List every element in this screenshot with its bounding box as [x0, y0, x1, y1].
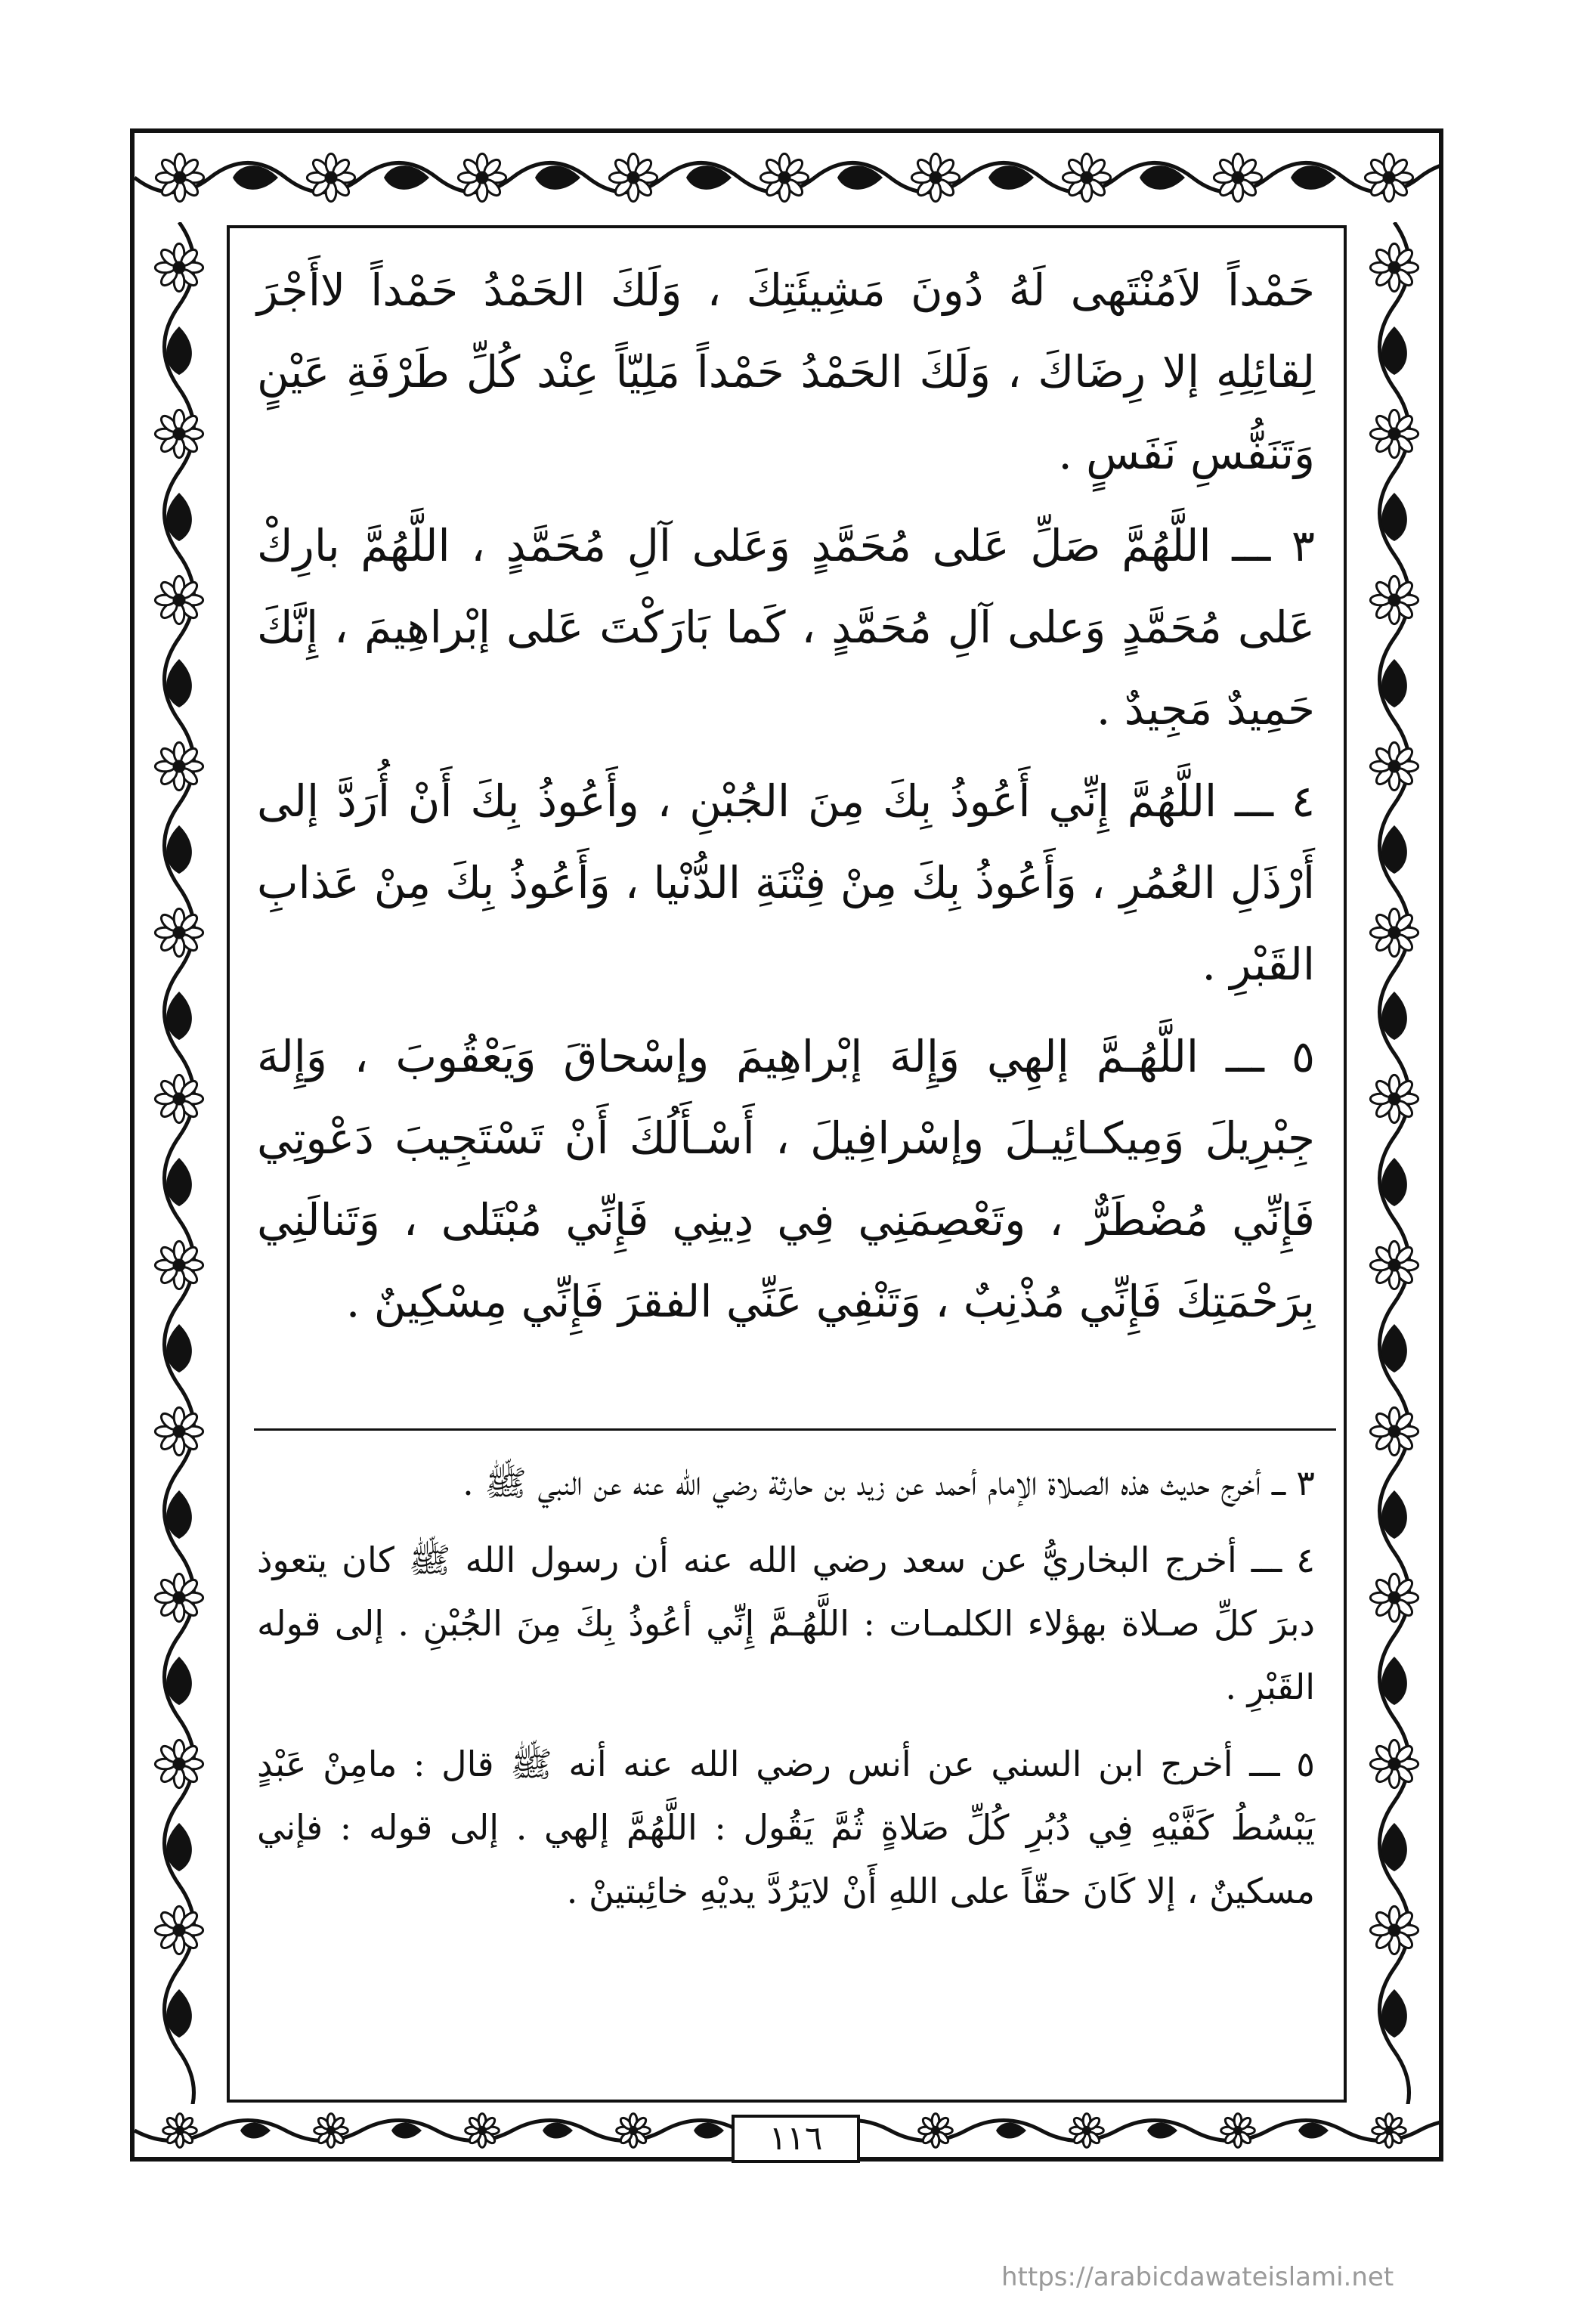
flower-ornament	[155, 1574, 203, 1621]
flower-ornament	[1370, 410, 1418, 457]
paragraph-3: ٤ ـــ اللَّهُمَّ إِنِّي أَعُوذُ بِكَ مِنَ الجُبْنِ ، وأَعُوذُ بِكَ أَنْ أُرَدَّ إلى أَرْذَلِ العُمُرِ ، وَأَعُوذُ بِكَ مِنْ فِتْنَةِ الدُّنْيا ، وَأَعُوذُ بِكَ مِنْ عَذابِ القَبْرِ .	[257, 775, 1315, 990]
leaf-ornament	[1381, 1158, 1407, 1206]
leaf-ornament	[1381, 1657, 1407, 1705]
leaf-ornament	[694, 2122, 724, 2138]
leaf-ornament	[166, 1158, 192, 1206]
leaf-ornament	[543, 2122, 573, 2138]
flower-ornament	[1370, 1740, 1418, 1787]
leaf-ornament	[240, 2122, 271, 2138]
page-number: ١١٦	[732, 2115, 860, 2163]
leaf-ornament	[166, 825, 192, 874]
leaf-ornament	[1381, 326, 1407, 375]
footnotes	[257, 1451, 1315, 1936]
flower-ornament	[466, 2114, 500, 2148]
leaf-ornament	[1147, 2122, 1177, 2138]
flower-ornament	[156, 153, 203, 201]
leaf-ornament	[166, 1657, 192, 1705]
flower-ornament	[1370, 1075, 1418, 1122]
leaf-ornament	[391, 2122, 422, 2138]
leaf-ornament	[1381, 1989, 1407, 2038]
flower-ornament	[1370, 1241, 1418, 1289]
watermark-url: https://arabicdawateislami.net	[1001, 2262, 1394, 2292]
flower-ornament	[1370, 1574, 1418, 1621]
leaf-ornament	[166, 659, 192, 707]
footnote-divider	[254, 1428, 1336, 1431]
leaf-ornament	[166, 326, 192, 375]
ornamental-border-top	[135, 133, 1439, 222]
flower-ornament	[155, 742, 203, 790]
flower-ornament	[155, 243, 203, 291]
flower-ornament	[1063, 153, 1110, 201]
leaf-ornament	[166, 1324, 192, 1372]
ornamental-border-left	[135, 222, 224, 2104]
leaf-ornament	[1381, 992, 1407, 1040]
footnote-1: ٣ ـــ أخرج حديث هذه الصـلاة الإمام أحمد عن زيد بن حارثة رضي الله عنه عن النبي ﷺ .	[462, 1462, 1315, 1503]
leaf-ornament	[166, 1490, 192, 1539]
flower-ornament	[919, 2114, 953, 2148]
flower-ornament	[617, 2114, 651, 2148]
flower-ornament	[155, 1906, 203, 1954]
leaf-ornament	[166, 1989, 192, 2038]
flower-ornament	[155, 908, 203, 956]
flower-ornament	[1370, 742, 1418, 790]
flower-ornament	[1370, 1407, 1418, 1455]
footnote-2: ٤ ـــ أخرج البخاريُّ عن سعد رضي الله عنه أن رسول الله ﷺ كان يتعوذ دبرَ كلِّ صـلاة بهؤلاء الكلمـات : اللَّهُـمَّ إِنِّي أعُوذُ بِكَ مِنَ الجُبْنِ . إلى قوله القَبْرِ .	[257, 1540, 1315, 1707]
flower-ornament	[1221, 2114, 1255, 2148]
flower-ornament	[155, 1407, 203, 1455]
paragraph-2: ٣ ـــ اللَّهُمَّ صَلِّ عَلى مُحَمَّدٍ وَعَلى آلِ مُحَمَّدٍ ، اللَّهُمَّ بارِكْ عَلى مُحَمَّدٍ وَعلى آلِ مُحَمَّدٍ ، كَما بَارَكْتَ عَلى إبْراهِيمَ ، إِنَّكَ حَمِيدٌ مَجِيدٌ .	[257, 520, 1315, 735]
flower-ornament	[1370, 576, 1418, 624]
paragraph-1: حَمْداً لاَمُنْتَهى لَهُ دُونَ مَشِيئَتِكَ ، وَلَكَ الحَمْدُ حَمْداً لاأَجْرَ لِقائِلِهِ إلا رِضَاكَ ، وَلَكَ الحَمْدُ حَمْداً مَلِيّاً عِنْد كُلِّ طَرْفَةِ عَيْنٍ وَتَنَفُّسِ نَفَسٍ .	[257, 265, 1315, 479]
main-text	[257, 249, 1315, 1353]
leaf-ornament	[1381, 825, 1407, 874]
flower-ornament	[609, 153, 657, 201]
flower-ornament	[155, 410, 203, 457]
flower-ornament	[314, 2114, 348, 2148]
leaf-ornament	[1381, 1324, 1407, 1372]
flower-ornament	[1070, 2114, 1104, 2148]
leaf-ornament	[1381, 659, 1407, 707]
flower-ornament	[1372, 2114, 1406, 2148]
flower-ornament	[458, 153, 506, 201]
leaf-ornament	[166, 992, 192, 1040]
flower-ornament	[911, 153, 959, 201]
ornamental-border-right	[1350, 222, 1439, 2104]
flower-ornament	[163, 2114, 197, 2148]
flower-ornament	[1214, 153, 1261, 201]
paragraph-4: ٥ ـــ اللَّهُـمَّ إلهِي وَإِلهَ إبْراهِيمَ وإسْحاقَ وَيَعْقُوبَ ، وَإِلهَ جِبْرِيلَ وَمِيكـائِيـلَ وإسْرافِيلَ ، أَسْـأَلُكَ أَنْ تَسْتَجِيبَ دَعْوتِي فَإِنِّي مُضْطَرٌّ ، وتَعْصِمَنِي فِي دِينِي فَإِنِّي مُبْتَلى ، وَتَنالَنِي بِرَحْمَتِكَ فَإِنِّي مُذْنِبٌ ، وَتَنْفِي عَنِّي الفقرَ فَإِنِّي مِسْكِينٌ .	[257, 1031, 1315, 1327]
leaf-ornament	[1298, 2122, 1329, 2138]
flower-ornament	[1365, 153, 1412, 201]
footnote-3: ٥ ـــ أخرج ابن السني عن أنس رضي الله عنه أنه ﷺ قال : مامِنْ عَبْدٍ يَبْسُطُ كَفَّيْهِ فِي دُبُرِ كُلِّ صَلاةٍ ثُمَّ يَقُول : اللَّهُمَّ إلهي . إلى قوله : فإني مسكينٌ ، إلا كَانَ حقّاً على اللهِ أَنْ لايَرُدَّ يديْهِ خائِبتينْ .	[257, 1744, 1315, 1911]
flower-ornament	[155, 1075, 203, 1122]
leaf-ornament	[1381, 1490, 1407, 1539]
leaf-ornament	[166, 493, 192, 541]
flower-ornament	[155, 1241, 203, 1289]
flower-ornament	[155, 1740, 203, 1787]
leaf-ornament	[1381, 1823, 1407, 1871]
flower-ornament	[1370, 908, 1418, 956]
flower-ornament	[1370, 1906, 1418, 1954]
flower-ornament	[155, 576, 203, 624]
leaf-ornament	[1381, 493, 1407, 541]
flower-ornament	[307, 153, 354, 201]
flower-ornament	[1370, 243, 1418, 291]
flower-ornament	[760, 153, 808, 201]
leaf-ornament	[996, 2122, 1026, 2138]
leaf-ornament	[166, 1823, 192, 1871]
